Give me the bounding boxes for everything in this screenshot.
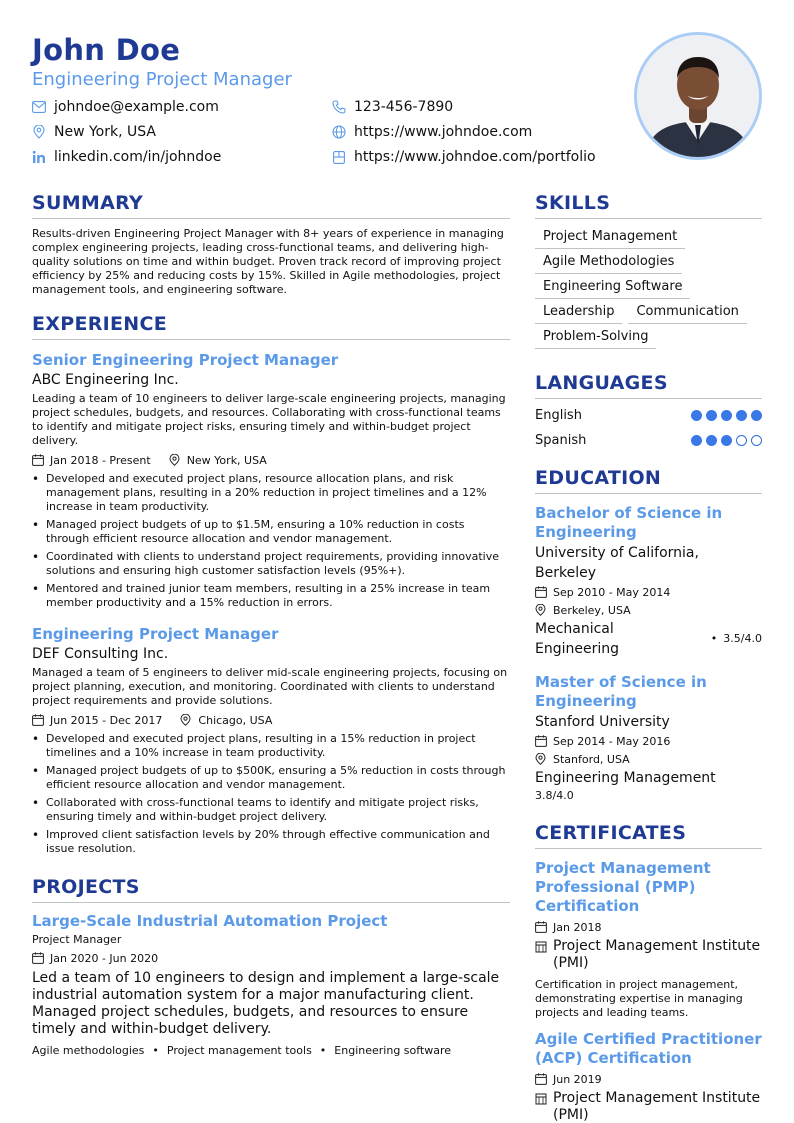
job-location: Chicago, USA xyxy=(198,713,273,727)
project-role: Project Manager xyxy=(32,933,122,946)
certificate-date-row xyxy=(535,918,762,936)
skill-tag: Engineering Software xyxy=(535,277,690,299)
education-entry xyxy=(535,504,762,659)
location-pin-icon xyxy=(535,753,547,765)
job-location: New York, USA xyxy=(186,453,267,467)
project-tag: Engineering software xyxy=(334,1044,452,1057)
certificate-issuer: Project Management Institute (PMI) xyxy=(553,1090,761,1123)
candidate-name: John Doe xyxy=(32,33,181,67)
job-dates: Jun 2015 - Dec 2017 xyxy=(50,713,163,727)
field-name: Engineering Management xyxy=(535,770,716,786)
contact-portfolio[interactable] xyxy=(332,148,632,166)
education-dates-row xyxy=(535,583,762,601)
language-name: Spanish xyxy=(535,433,587,448)
calendar-icon xyxy=(32,714,44,726)
tag-separator: • xyxy=(152,1044,159,1057)
list-item: • Improved client satisfaction levels by 20% through effective communication and issue resolution. xyxy=(32,828,510,856)
education-location-row xyxy=(535,601,762,619)
skill-tag: Project Management xyxy=(535,227,685,249)
calendar-icon xyxy=(32,454,44,466)
summary-section xyxy=(32,192,510,297)
job-bullets xyxy=(32,732,510,856)
certificate-issuer-row xyxy=(535,1090,762,1123)
skills-list xyxy=(535,227,762,352)
section-heading: LANGUAGES xyxy=(535,372,762,399)
level-dot-empty xyxy=(736,435,747,446)
certificate-date-row xyxy=(535,1070,762,1088)
certificate-entry xyxy=(535,859,762,1020)
school-name: Stanford University xyxy=(535,714,670,730)
project-description: Led a team of 10 engineers to design and implement a large-scale industrial automation system for a major manufacturing client. Managed project schedules, budgets, and resources to ensure timely and within-budget delivery. xyxy=(32,970,500,1037)
education-location-row xyxy=(535,750,762,768)
job-entry xyxy=(32,624,510,856)
languages-section xyxy=(535,372,762,449)
section-heading: SKILLS xyxy=(535,192,762,219)
level-dot-filled xyxy=(751,410,762,421)
linkedin-text: linkedin.com/in/johndoe xyxy=(54,149,222,165)
certificate-title: Project Management Professional (PMP) Certification xyxy=(535,859,711,915)
portfolio-text: https://www.johndoe.com/portfolio xyxy=(354,149,596,165)
phone-text: 123-456-7890 xyxy=(354,99,454,115)
certificate-entry xyxy=(535,1030,762,1123)
experience-section xyxy=(32,313,510,856)
section-heading: EDUCATION xyxy=(535,467,762,494)
phone-icon xyxy=(332,100,346,114)
list-item: • Managed project budgets of up to $500K, ensuring a 5% reduction in costs through efficient resource allocation and vendor management. xyxy=(32,764,510,792)
skill-tag: Agile Methodologies xyxy=(535,252,682,274)
job-title: Senior Engineering Project Manager xyxy=(32,351,339,369)
certificate-issuer-row xyxy=(535,938,762,972)
right-column xyxy=(535,192,762,1123)
job-bullets xyxy=(32,472,510,610)
education-location: Berkeley, USA xyxy=(553,603,631,617)
list-item: • Coordinated with clients to understand project requirements, providing innovative solutions and ensuring high customer satisfaction levels (95%+). xyxy=(32,550,510,578)
education-entry xyxy=(535,673,762,804)
section-heading: EXPERIENCE xyxy=(32,313,510,340)
contact-phone[interactable] xyxy=(332,98,632,116)
location-pin-icon xyxy=(535,604,547,616)
certificate-issuer: Project Management Institute (PMI) xyxy=(553,938,761,971)
level-dot-filled xyxy=(691,410,702,421)
list-item: • Developed and executed project plans, resulting in a 15% reduction in project timelines and a 10% increase in team productivity. xyxy=(32,732,510,760)
job-meta xyxy=(32,452,510,468)
project-tags xyxy=(32,1044,510,1057)
gpa-value: 3.8/4.0 xyxy=(535,789,574,802)
resume-header xyxy=(32,32,762,192)
certificate-description: Certification in project management, demonstrating expertise in managing projects and leading teams. xyxy=(535,978,743,1019)
calendar-icon xyxy=(535,921,547,933)
education-dates: Sep 2014 - May 2016 xyxy=(553,734,671,748)
calendar-icon xyxy=(32,952,44,964)
level-dot-filled xyxy=(721,410,732,421)
contact-location xyxy=(32,123,332,141)
degree-title: Bachelor of Science in Engineering xyxy=(535,504,723,541)
section-heading: SUMMARY xyxy=(32,192,510,219)
skill-tag: Problem-Solving xyxy=(535,327,656,349)
certificate-date: Jan 2018 xyxy=(553,920,602,934)
project-meta xyxy=(32,950,510,966)
language-level xyxy=(687,435,762,446)
job-title: Engineering Project Manager xyxy=(32,625,279,643)
section-heading: PROJECTS xyxy=(32,876,510,903)
gpa-value: 3.5/4.0 xyxy=(723,632,762,645)
language-name: English xyxy=(535,408,582,423)
location-pin-icon xyxy=(32,125,46,139)
website-text: https://www.johndoe.com xyxy=(354,124,533,140)
school-name: University of California, Berkeley xyxy=(535,545,699,581)
list-item: • Mentored and trained junior team members, resulting in a 25% increase in team member productivity and a 15% reduction in errors. xyxy=(32,582,510,610)
institution-icon xyxy=(535,1093,547,1105)
candidate-title: Engineering Project Manager xyxy=(32,69,292,90)
certificate-date: Jun 2019 xyxy=(553,1072,602,1086)
envelope-icon xyxy=(32,100,46,114)
company-name: ABC Engineering Inc. xyxy=(32,372,179,388)
calendar-icon xyxy=(535,1073,547,1085)
education-dates-row xyxy=(535,732,762,750)
email-text: johndoe@example.com xyxy=(54,99,219,115)
calendar-icon xyxy=(535,586,547,598)
gpa-separator: • xyxy=(710,632,718,645)
section-heading: CERTIFICATES xyxy=(535,822,762,849)
job-meta xyxy=(32,712,510,728)
certificate-title: Agile Certified Practitioner (ACP) Certification xyxy=(535,1030,762,1067)
level-dot-filled xyxy=(736,410,747,421)
project-dates: Jan 2020 - Jun 2020 xyxy=(50,951,159,965)
contact-linkedin[interactable] xyxy=(32,148,332,166)
level-dot-filled xyxy=(721,435,732,446)
level-dot-filled xyxy=(691,435,702,446)
project-tag: Agile methodologies xyxy=(32,1044,145,1057)
field-of-study xyxy=(535,619,762,659)
job-description: Leading a team of 10 engineers to deliver large-scale engineering projects, managing project schedules, budgets, and resources. Collaborating with cross-functional teams to identify and mitigate project risks, ensuring timely and within-budget project delivery. xyxy=(32,392,506,447)
skill-tag: Communication xyxy=(628,302,746,324)
contact-email[interactable] xyxy=(32,98,332,116)
language-level xyxy=(687,410,762,421)
location-pin-icon xyxy=(169,454,181,466)
location-pin-icon xyxy=(180,714,192,726)
projects-section xyxy=(32,876,510,1057)
contact-list xyxy=(32,98,632,166)
portfolio-icon xyxy=(332,150,346,164)
calendar-icon xyxy=(535,735,547,747)
left-column xyxy=(32,192,510,1073)
skill-tag: Leadership xyxy=(535,302,622,324)
list-item: • Collaborated with cross-functional teams to identify and mitigate project risks, ensuring timely and within-budget project delivery. xyxy=(32,796,510,824)
globe-icon xyxy=(332,125,346,139)
job-entry xyxy=(32,350,510,610)
company-name: DEF Consulting Inc. xyxy=(32,646,169,662)
field-name: Mechanical Engineering xyxy=(535,621,619,657)
project-tag: Project management tools xyxy=(166,1044,312,1057)
level-dot-filled xyxy=(706,410,717,421)
language-row xyxy=(535,407,762,424)
list-item: • Managed project budgets of up to $1.5M, ensuring a 10% reduction in costs through efficient resource allocation and vendor management. xyxy=(32,518,510,546)
tag-separator: • xyxy=(319,1044,327,1057)
summary-text: Results-driven Engineering Project Manager with 8+ years of experience in managing complex engineering projects, leading cross-functional teams, and delivering high-quality solutions on time and within budget. Proven track record of improving project efficiency by 25% and reducing costs by 15%. Skilled in Agile methodologies, project management tools, and engineering software. xyxy=(32,227,504,296)
list-item: • Developed and executed project plans, resource allocation plans, and risk management plans, resulting in a 20% reduction in project timelines and a 12% increase in team productivity. xyxy=(32,472,510,514)
location-text: New York, USA xyxy=(54,124,156,140)
language-row xyxy=(535,432,762,449)
education-section xyxy=(535,467,762,804)
skills-section xyxy=(535,192,762,352)
linkedin-icon xyxy=(32,150,46,164)
profile-photo xyxy=(634,32,762,160)
certificates-section xyxy=(535,822,762,1123)
project-title: Large-Scale Industrial Automation Project xyxy=(32,912,388,930)
job-description: Managed a team of 5 engineers to deliver mid-scale engineering projects, focusing on project planning, execution, and monitoring. Coordinated with clients to understand project requirements and provide solutions. xyxy=(32,666,508,707)
degree-title: Master of Science in Engineering xyxy=(535,673,707,710)
institution-icon xyxy=(535,941,547,953)
level-dot-empty xyxy=(751,435,762,446)
education-dates: Sep 2010 - May 2014 xyxy=(553,585,671,599)
education-location: Stanford, USA xyxy=(553,752,630,766)
level-dot-filled xyxy=(706,435,717,446)
contact-website[interactable] xyxy=(332,123,632,141)
job-dates: Jan 2018 - Present xyxy=(50,453,151,467)
